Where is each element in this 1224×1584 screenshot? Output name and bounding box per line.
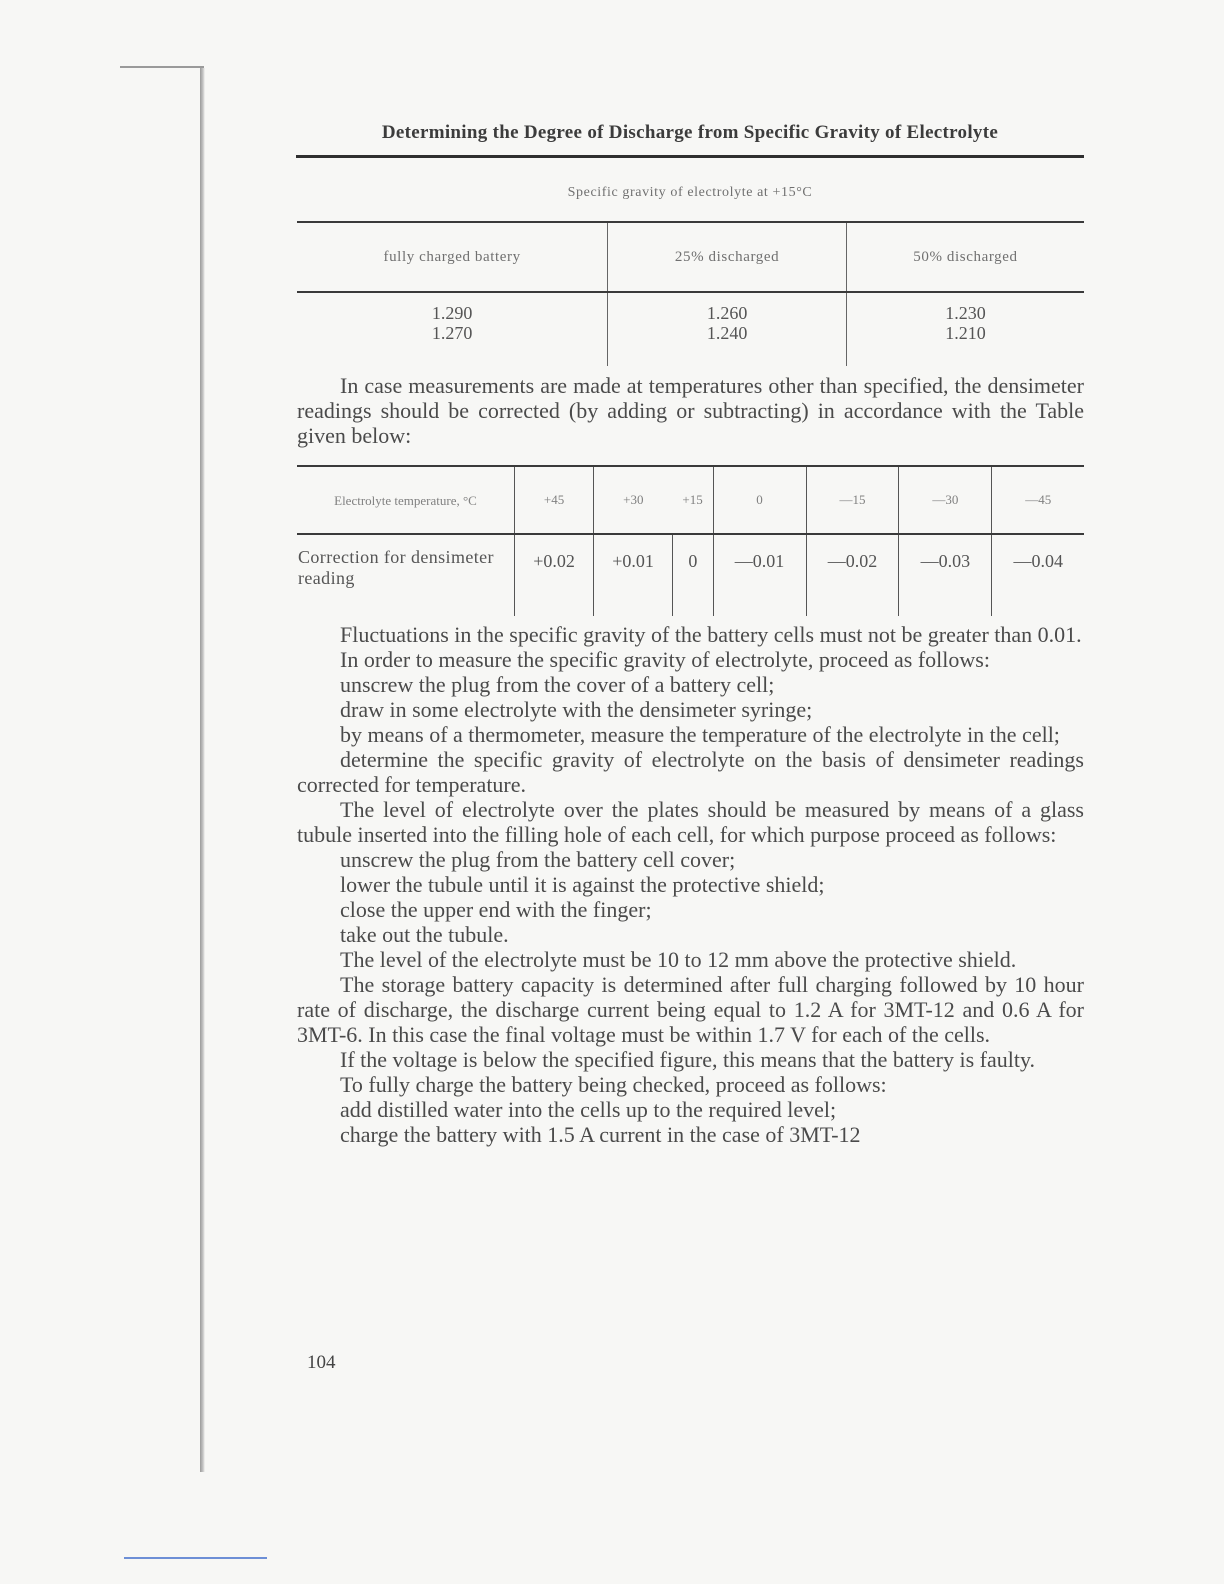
table2-row <box>297 534 1084 616</box>
scan-binding-shadow <box>200 68 205 1472</box>
table2-correction: +0.02 <box>515 534 594 616</box>
table1-col-header: 25% discharged <box>608 222 847 292</box>
body-paragraph: lower the tubule until it is against the protective shield; <box>340 872 825 897</box>
table1-value: 1.290 <box>431 303 473 323</box>
table1-col-header: fully charged battery <box>297 222 608 292</box>
body-paragraph: The storage battery capacity is determined after full charging followed by 10 hour rate of discharge, the discharge current being equal to 1.2 A for 3MT-12 and 0.6 A for 3MT-6. In this case the final voltage must be within 1.7 V for each of the cells. <box>297 972 1084 1047</box>
table1-value: 1.210 <box>945 323 986 343</box>
table2-temp: +30 <box>594 466 673 534</box>
table2-correction: —0.04 <box>992 534 1084 616</box>
table1-value: 1.260 <box>706 303 748 323</box>
body-paragraph: If the voltage is below the specified figure, this means that the battery is faulty. <box>340 1047 1036 1072</box>
body-paragraph: determine the specific gravity of electrolyte on the basis of densimeter readings corrected for temperature. <box>297 747 1084 797</box>
temperature-correction-table <box>297 465 1084 616</box>
table2-temp: —15 <box>806 466 899 534</box>
body-paragraph: by means of a thermometer, measure the temperature of the electrolyte in the cell; <box>340 722 1060 747</box>
body-paragraph: The level of electrolyte over the plates should be measured by means of a glass tubule inserted into the filling hole of each cell, for which purpose proceed as follows: <box>297 797 1084 847</box>
table2-row-label: Correction for densimeter reading <box>298 547 494 588</box>
table1-cell <box>608 292 847 366</box>
table2-correction: —0.01 <box>713 534 806 616</box>
body-paragraph: charge the battery with 1.5 A current in the case of 3MT-12 <box>340 1122 861 1147</box>
body-paragraph: To fully charge the battery being checked, proceed as follows: <box>340 1072 887 1097</box>
table2-header-row <box>297 466 1084 534</box>
table1-value: 1.230 <box>945 303 986 323</box>
body-paragraph: close the upper end with the finger; <box>340 897 652 922</box>
table2-correction: —0.02 <box>806 534 899 616</box>
table1-cell <box>297 292 608 366</box>
temperature-correction-intro: In case measurements are made at temperatures other than specified, the densimeter readings should be corrected (by adding or subtracting) in accordance with the Table given below: <box>297 373 1084 448</box>
page-number: 104 <box>307 1352 336 1373</box>
body-text <box>297 622 1084 1147</box>
table2-temp: —45 <box>992 466 1084 534</box>
body-paragraph: In order to measure the specific gravity of electrolyte, proceed as follows: <box>340 647 990 672</box>
body-paragraph: take out the tubule. <box>340 922 509 947</box>
header-rule <box>296 155 1084 158</box>
table2-temp: —30 <box>899 466 992 534</box>
table2-correction: 0 <box>673 534 713 616</box>
body-paragraph: The level of the electrolyte must be 10 to 12 mm above the protective shield. <box>340 947 1017 972</box>
table1-cell <box>846 292 1084 366</box>
specific-gravity-table <box>297 221 1084 366</box>
body-paragraph: unscrew the plug from the cover of a battery cell; <box>340 672 775 697</box>
table2-correction: —0.03 <box>899 534 992 616</box>
table1-value: 1.270 <box>431 323 473 343</box>
body-paragraph: add distilled water into the cells up to the required level; <box>340 1097 837 1122</box>
table1-col-header: 50% discharged <box>846 222 1084 292</box>
body-paragraph: Fluctuations in the specific gravity of the battery cells must not be greater than 0.01. <box>340 622 1082 647</box>
page-header-title: Determining the Degree of Discharge from Specific Gravity of Electrolyte <box>381 122 999 143</box>
table2-temp: +15 <box>673 466 713 534</box>
table2-temp: +45 <box>515 466 594 534</box>
table1-value: 1.240 <box>706 323 748 343</box>
scan-edge-top <box>120 66 204 68</box>
table1-caption: Specific gravity of electrolyte at +15°C <box>567 185 813 200</box>
body-paragraph: unscrew the plug from the battery cell cover; <box>340 847 736 872</box>
body-paragraph: draw in some electrolyte with the densimeter syringe; <box>340 697 813 722</box>
table1-header-row <box>297 222 1084 292</box>
table2-row-header: Electrolyte temperature, °C <box>297 466 515 534</box>
scan-edge-bottom <box>124 1557 267 1559</box>
table1-row <box>297 292 1084 366</box>
table2-correction: +0.01 <box>594 534 673 616</box>
table2-temp: 0 <box>713 466 806 534</box>
